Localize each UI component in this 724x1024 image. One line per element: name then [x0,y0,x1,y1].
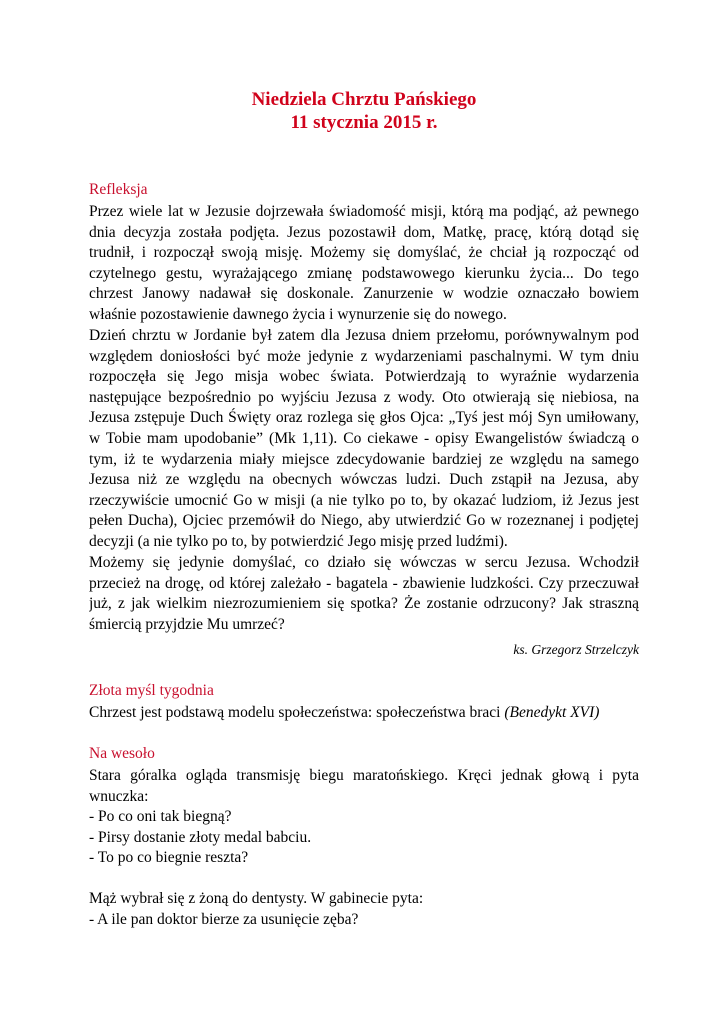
joke-2 [89,889,639,930]
text-line: Możemy się jedynie domyślać, co działo się wówczas w sercu Jezusa. Wchodził [89,554,639,571]
text-line: czytelnego gestu, wyrażającego zmianę podstawowego kierunku życia... Do tego [89,264,639,282]
document-title: Niedziela Chrztu Pańskiego [251,89,477,110]
text-line: Stara góralka ogląda transmisję biegu maratońskiego. Kręci jednak głową i pyta [89,767,639,784]
text-line: względem doniosłości być może jedynie z wydarzeniami paschalnymi. W tym dniu [89,347,639,365]
text-line: właśnie pozostawienie dawnego życia i wynurzenie się do nowego. [89,305,507,323]
section-heading-zlota-mysl: Złota myśl tygodnia [89,682,214,699]
text-line: śmiercią przyjdzie Mu umrzeć? [89,615,285,633]
text-line: trudnił, i rozpoczął swoją misję. Możemy się domyślać, że chciał ją rozpocząć od [89,244,639,262]
text-line: decyzji (a nie tylko po to, by potwierdzić Jego misję przed ludźmi). [89,532,508,550]
section-heading-refleksja: Refleksja [89,181,148,198]
quote-text: Chrzest jest podstawą modelu społeczeństwa: społeczeństwa braci [89,704,501,721]
text-line: Przez wiele lat w Jezusie dojrzewała świadomość misji, którą ma podjąć, aż pewnego [89,203,639,220]
text-line: Jezusa zstępuje Duch Święty oraz rozlega się głos Ojca: „Tyś jest mój Syn umiłowany, [89,409,639,427]
section-heading-na-wesolo: Na wesoło [89,745,155,762]
dialog-line: - Pirsy dostanie złoty medal babciu. [89,828,312,846]
text-line: Jezusa niż ze względu na obecnych wówczas ludzi. Duch zstąpił na Jezusa, aby [89,471,639,489]
text-line: przecież na drogę, od której zależało - bagatela - zbawienie ludzkości. Czy przeczuwał [89,574,639,592]
dialog-line: - To po co biegnie reszta? [89,849,249,867]
text-line: już, z jak wielkim niezrozumieniem się spotka? Że zostanie odrzucony? Jak straszną [89,595,639,613]
joke-1 [89,766,639,869]
text-line: Mąż wybrał się z żoną do dentysty. W gabinecie pyta: [89,890,424,907]
refleksja-paragraph-1 [89,202,639,326]
text-line: tym, iż te wydarzenia miały miejsce zdecydowanie bardziej ze względu na samego [89,450,639,468]
dialog-line: - A ile pan doktor bierze za usunięcie zęba? [89,910,359,928]
dialog-line: - Po co oni tak biegną? [89,808,232,826]
text-line: chrzest Janowy nadawał się doskonale. Zanurzenie w wodzie oznaczało bowiem [89,285,639,303]
text-line: rzeczywiście umocnić Go w misji (a nie tylko po to, by okazać ludziom, iż Jezus jest [89,491,639,509]
quote-source: (Benedykt XVI) [504,704,600,721]
text-line: następujące bezpośrednio po wyjściu Jezusa z wody. Oto otwierają się niebiosa, na [89,388,639,406]
text-line: rozpoczęła się Jego misja wobec świata. Potwierdzają to wyraźnie wydarzenia [89,368,639,386]
text-line: Dzień chrztu w Jordanie był zatem dla Jezusa dniem przełomu, porównywalnym pod [89,327,639,344]
zlota-mysl-quote [89,703,639,724]
author-signature: ks. Grzegorz Strzelczyk [513,642,639,657]
text-line: wnuczka: [89,787,149,805]
text-line [89,703,639,724]
text-line: w Tobie mam upodobanie” (Mk 1,11). Co ciekawe - opisy Ewangelistów świadczą o [89,429,639,447]
refleksja-paragraph-2 [89,326,639,553]
refleksja-paragraph-3 [89,553,639,635]
text-line: pełen Ducha), Ojciec przemówił do Niego, aby utwierdzić Go w rozeznanej i podjętej [89,512,639,530]
document-date: 11 stycznia 2015 r. [290,112,438,133]
text-line: dnia decyzja została podjęta. Jezus pozostawił dom, Matkę, pracę, którą dotąd się [89,223,639,241]
